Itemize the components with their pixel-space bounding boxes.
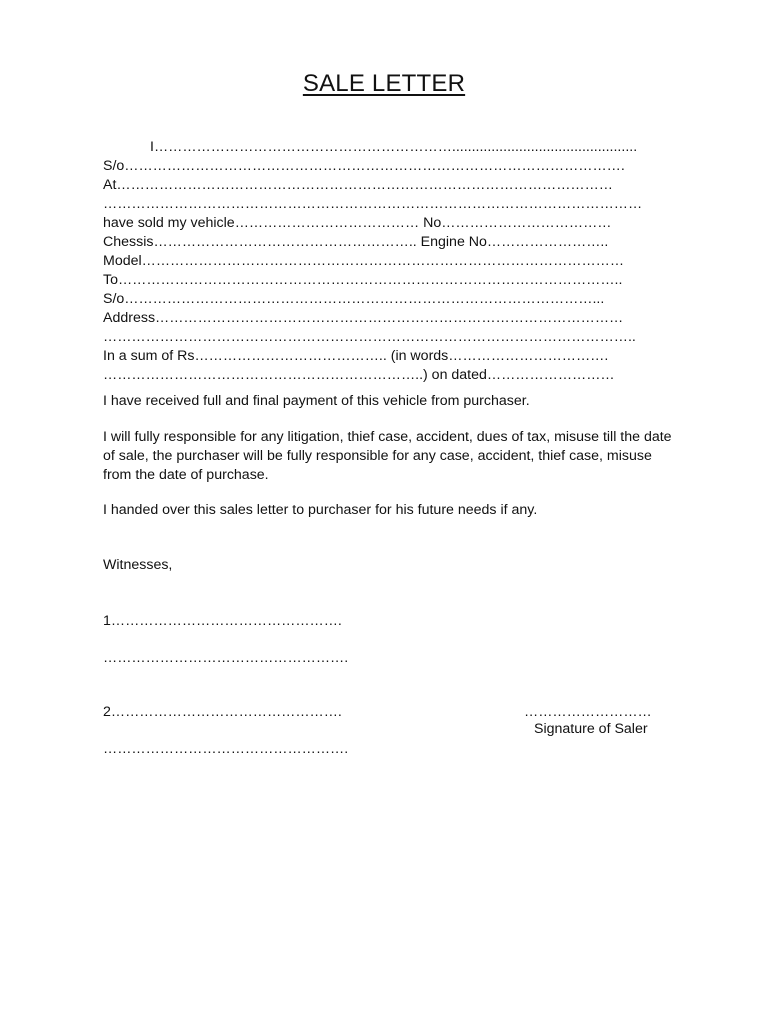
- seller-name-line: I………………………………………………………...............................................: [150, 139, 638, 155]
- vehicle-details-form: [103, 138, 669, 385]
- handover-paragraph: I handed over this sales letter to purchaser for his future needs if any.: [103, 502, 538, 518]
- buyer-son-of-line: S/o………………………………………………………………………………………...: [103, 291, 605, 307]
- seller-signature-line: ………………………: [524, 704, 652, 720]
- buyer-address-continued-line: …………………………………………………………………………………………………..: [103, 329, 636, 345]
- sale-amount-line: In a sum of Rs………………………………….. (in words…………………………….: [103, 348, 609, 364]
- payment-received-paragraph: I have received full and final payment of this vehicle from purchaser.: [103, 393, 530, 409]
- amount-words-dated-line: …………………………………………………………..) on dated………………………: [103, 367, 615, 383]
- vehicle-number-line: have sold my vehicle………………………………… No………………………………: [103, 215, 612, 231]
- witnesses-label: Witnesses,: [103, 557, 173, 573]
- witness-1-line: 1………………………………………….: [103, 613, 342, 629]
- witness-2-second-line: …………………………………………….: [103, 741, 349, 757]
- buyer-address-line: Address………………………………………………………………………………………: [103, 310, 624, 326]
- seller-address-continued-line: ……………………………………………………………………………………………………: [103, 196, 643, 212]
- witness-2-line: 2………………………………………….: [103, 704, 342, 720]
- seller-at-line: At……………………………………………………………………………………………: [103, 177, 613, 193]
- seller-signature-label: Signature of Saler: [534, 721, 648, 737]
- seller-son-of-line: S/o…………………………………………………………………………………………….: [103, 158, 625, 174]
- model-line: Model…………………………………………………………………………………………: [103, 253, 625, 269]
- witness-1-second-line: …………………………………………….: [103, 650, 349, 666]
- chassis-engine-line: Chessis……………………………………………….. Engine No……………………..: [103, 234, 609, 250]
- document-title: SALE LETTER: [302, 70, 466, 97]
- responsibility-paragraph: I will fully responsible for any litigation, thief case, accident, dues of tax, misuse till the date of sale, the purchaser will be fully responsible for any case, accident, thief case, misuse from the date of purchase.: [103, 429, 672, 483]
- buyer-to-line: To……………………………………………………………………………………………..: [103, 272, 623, 288]
